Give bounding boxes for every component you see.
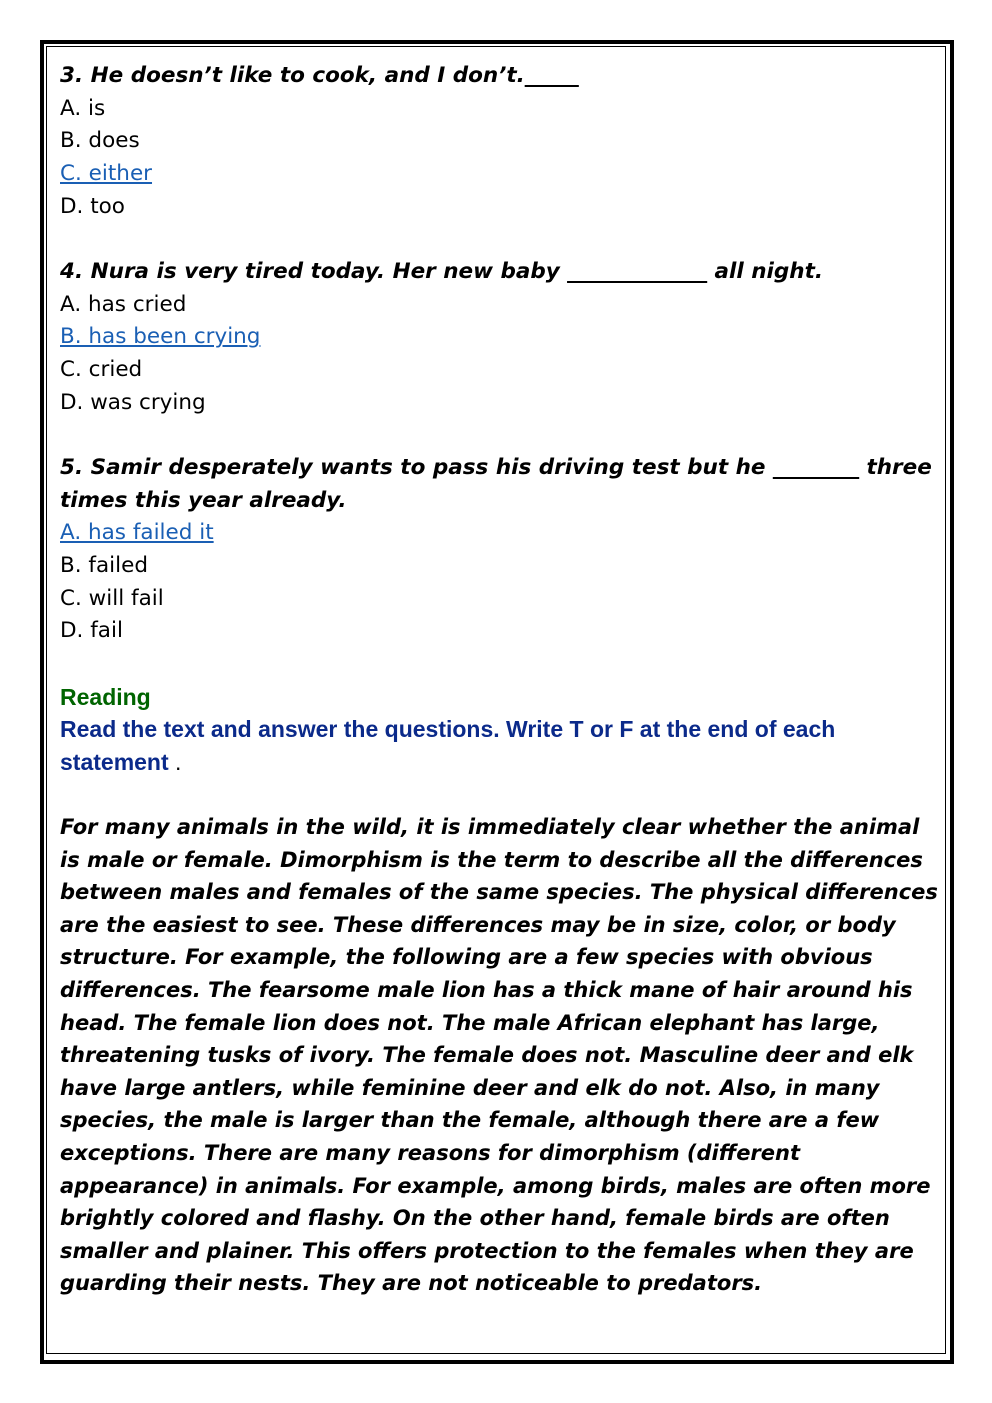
question-prompt [60, 60, 932, 93]
option-a[interactable]: A. is [60, 95, 106, 121]
reading-passage: For many animals in the wild, it is immediately clear whether the animal is male or female. Dimorphism is the term to describe all the differences between males and females of the same species. The physical differences are the easiest to see. These differences may be in size, color, or body structure. For example, the following are a few species with obvious differences. The fearsome male lion has a thick mane of hair around his head. The female lion does not. The male African elephant has large, threatening tusks of ivory. The female does not. Masculine deer and elk have large antlers, while feminine deer and elk do not. Also, in many species, the male is larger than the female, although there are a few exceptions. There are many reasons for dimorphism (different appearance) in animals. For example, among birds, males are often more brightly colored and flashy. On the other hand, female birds are often smaller and plainer. This offers protection to the females when they are guarding their nests. They are not noticeable to predators. [60, 815, 938, 1296]
option-d[interactable]: D. too [60, 193, 125, 219]
question-number: 3. [60, 63, 84, 88]
instruction-text: Read the text and answer the questions. Write T or F at the end of each statement [60, 716, 836, 775]
question-text: He doesn’t like to cook, and I don’t._____ [90, 63, 579, 88]
instruction-period: . [175, 748, 182, 775]
option-d[interactable]: D. was crying [60, 389, 206, 415]
question-prompt [60, 256, 932, 289]
option-a-correct-answer[interactable]: A. has failed it [60, 520, 214, 546]
option-c[interactable]: C. cried [60, 357, 143, 382]
reading-section [60, 681, 938, 1301]
question-number: 4. [60, 258, 84, 284]
question-text: Nura is very tired today. Her new baby _____________ all night. [90, 258, 824, 284]
question-number: 5. [60, 454, 84, 480]
reading-heading: Reading [60, 683, 151, 710]
question-prompt [60, 452, 932, 485]
option-c[interactable]: C. will fail [60, 585, 164, 611]
option-b-correct-answer[interactable]: B. has been crying [60, 324, 261, 350]
worksheet-content [60, 60, 938, 1300]
question-text-line-1: Samir desperately wants to pass his driving test but he ________ three [90, 454, 932, 480]
question-3 [60, 60, 932, 223]
option-d[interactable]: D. fail [60, 618, 123, 644]
question-4 [60, 256, 932, 419]
option-a[interactable]: A. has cried [60, 291, 187, 317]
question-text-line-2: times this year already. [60, 487, 347, 513]
reading-instruction [60, 713, 932, 778]
question-5 [60, 452, 932, 648]
option-c-correct-answer[interactable]: C. either [60, 161, 153, 187]
option-b[interactable]: B. does [60, 128, 140, 154]
option-b[interactable]: B. failed [60, 552, 148, 578]
